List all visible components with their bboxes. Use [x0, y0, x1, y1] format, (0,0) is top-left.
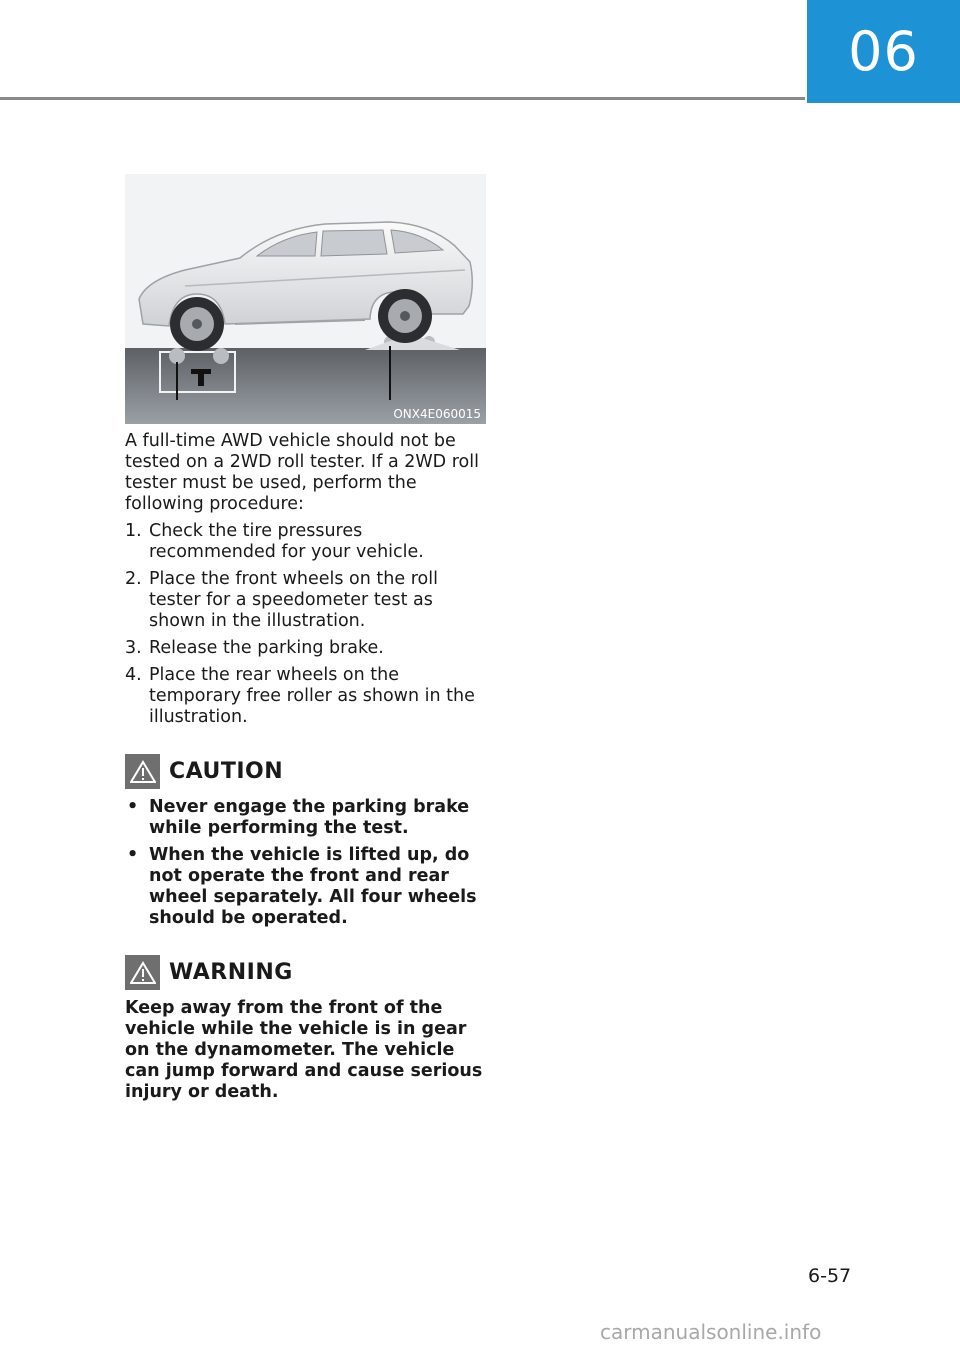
car-on-roll-tester-illustration [125, 174, 486, 424]
step-number: 4. [125, 665, 142, 685]
warning-triangle-icon [125, 955, 160, 990]
list-item [125, 665, 485, 728]
list-item [125, 797, 485, 839]
step-number: 1. [125, 521, 142, 541]
caution-text: Never engage the parking brake while performing the test. [149, 797, 470, 838]
bullet: • [127, 797, 139, 817]
procedure-steps [125, 521, 485, 728]
step-text: Place the front wheels on the roll tester for a speedometer test as shown in the illustration. [149, 569, 438, 631]
caution-list [125, 797, 485, 929]
bullet: • [127, 845, 139, 865]
main-content [125, 431, 485, 1103]
intro-paragraph: A full-time AWD vehicle should not be tested on a 2WD roll tester. If a 2WD roll tester must be used, perform the following procedure: [125, 431, 479, 514]
page-number: 6-57 [808, 1265, 852, 1287]
caution-header [125, 754, 485, 789]
list-item [125, 569, 485, 632]
step-number: 2. [125, 569, 142, 589]
step-text: Release the parking brake. [149, 638, 384, 658]
warning-title: WARNING [169, 960, 293, 985]
header-rule [0, 97, 805, 100]
warning-text: Keep away from the front of the vehicle while the vehicle is in gear on the dynamometer. The vehicle can jump forward and cause serious injury or death. [125, 998, 483, 1102]
step-text: Place the rear wheels on the temporary free roller as shown in the illustration. [149, 665, 475, 727]
list-item [125, 638, 485, 659]
warning-header [125, 955, 485, 990]
watermark: carmanualsonline.info [600, 1320, 822, 1344]
caution-title: CAUTION [169, 759, 284, 784]
chapter-tab [807, 0, 960, 103]
chapter-number: 06 [848, 20, 919, 83]
caution-text: When the vehicle is lifted up, do not operate the front and rear wheel separately. All four wheels should be operated. [149, 845, 477, 928]
step-text: Check the tire pressures recommended for your vehicle. [149, 521, 424, 562]
warning-triangle-icon [125, 754, 160, 789]
figure-illustration [125, 174, 486, 424]
list-item [125, 845, 485, 929]
figure-code: ONX4E060015 [393, 407, 481, 421]
step-number: 3. [125, 638, 142, 658]
list-item [125, 521, 485, 563]
